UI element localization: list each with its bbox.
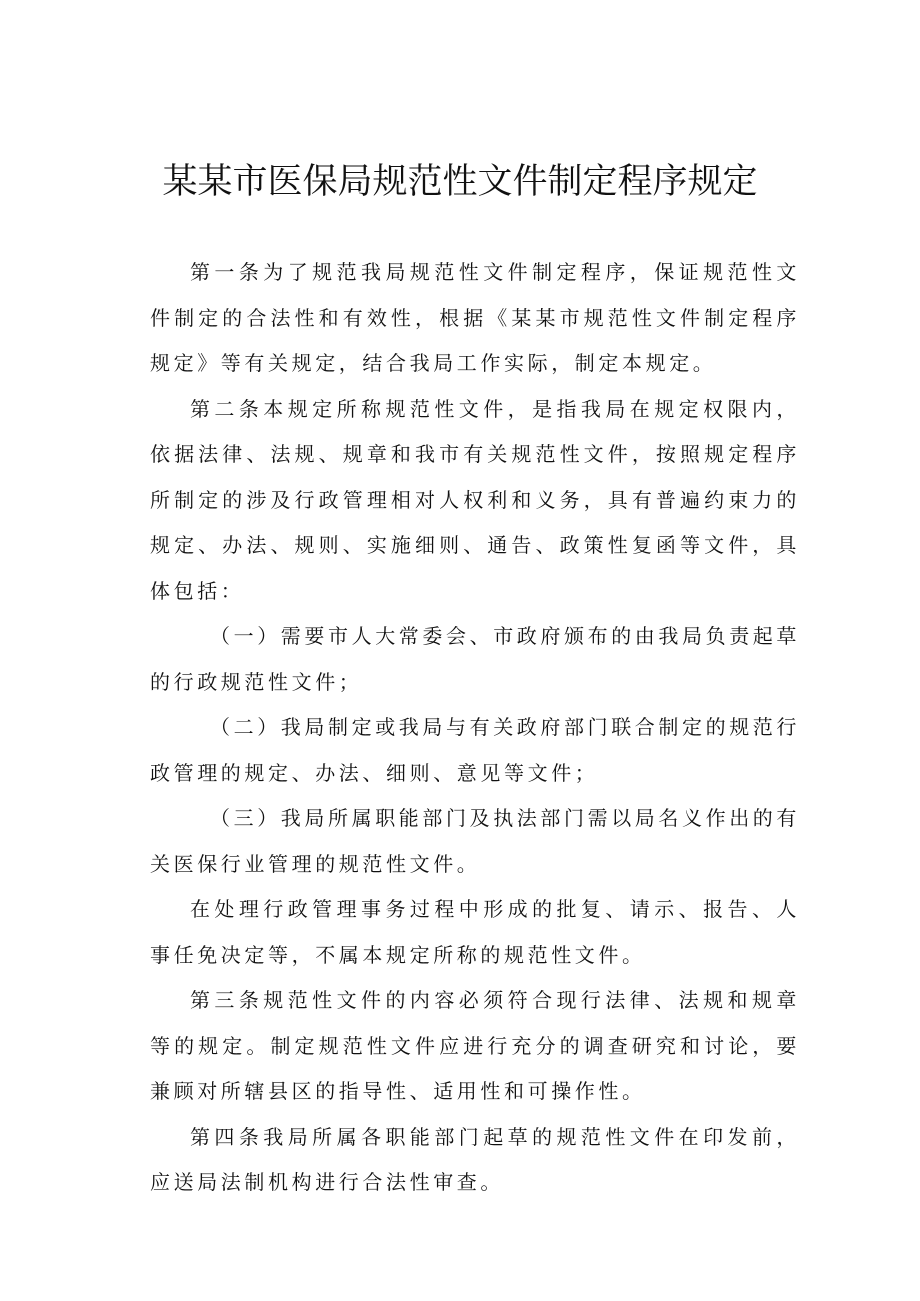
document-body: [150, 250, 800, 1206]
article-2-item-2: （二）我局制定或我局与有关政府部门联合制定的规范行政管理的规定、办法、细则、意见等文件；: [150, 715, 800, 785]
article-2-item-3: （三）我局所属职能部门及执法部门需以局名义作出的有关医保行业管理的规范性文件。: [150, 806, 800, 876]
article-2-paragraph: 第二条本规定所称规范性文件，是指我局在规定权限内，依据法律、法规、规章和我市有关规范性文件，按照规定程序所制定的涉及行政管理相对人权利和义务，具有普遍约束力的规定、办法、规则、实施细则、通告、政策性复函等文件，具体包括：: [150, 396, 800, 603]
article-1-paragraph: 第一条为了规范我局规范性文件制定程序，保证规范性文件制定的合法性和有效性，根据《某某市规范性文件制定程序规定》等有关规定，结合我局工作实际，制定本规定。: [150, 260, 800, 375]
exclusion-paragraph: 在处理行政管理事务过程中形成的批复、请示、报告、人事任免决定等，不属本规定所称的规范性文件。: [150, 897, 800, 967]
article-3-paragraph: 第三条规范性文件的内容必须符合现行法律、法规和规章等的规定。制定规范性文件应进行充分的调查研究和讨论，要兼顾对所辖县区的指导性、适用性和可操作性。: [150, 988, 800, 1103]
article-4-paragraph: 第四条我局所属各职能部门起草的规范性文件在印发前，应送局法制机构进行合法性审查。: [150, 1124, 800, 1194]
document-title: 某某市医保局规范性文件制定程序规定: [162, 162, 758, 202]
article-2-item-1: （一）需要市人大常委会、市政府颁布的由我局负责起草的行政规范性文件；: [150, 624, 800, 694]
